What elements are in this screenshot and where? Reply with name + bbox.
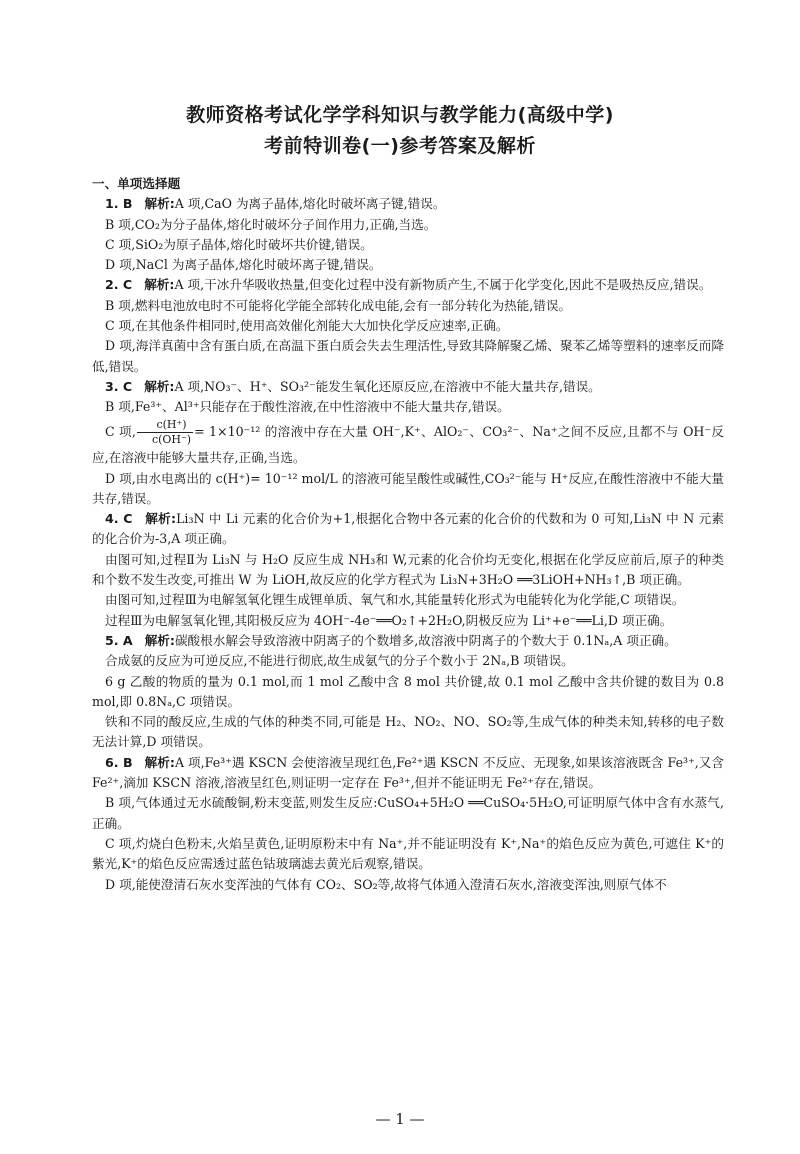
page-number: — 1 —	[375, 1110, 425, 1128]
q1-a	[92, 194, 724, 214]
q1-d: D 项,NaCl 为离子晶体,熔化时破坏离子键,错误。	[105, 257, 382, 273]
q3-c	[92, 418, 724, 469]
q4-d: 过程Ⅲ为电解氢氧化锂,其阳极反应为 4OH⁻-4e⁻══O₂↑+2H₂O,阴极反应为 Li⁺+e⁻══Li,D 项正确。	[105, 612, 673, 628]
q4-a	[92, 509, 724, 550]
q5-a	[92, 631, 724, 651]
q2-number: 2. C	[105, 277, 133, 293]
q5-label: 解析:	[144, 632, 175, 648]
q2-d: D 项,海洋真菌中含有蛋白质,在高温下蛋白质会失去生理活性,导致其降解聚乙烯、聚苯乙烯等塑料的速率反而降低,错误。	[92, 338, 724, 374]
q3-number: 3. C	[105, 378, 133, 394]
q6-a-text: A 项,Fe³⁺遇 KSCN 会使溶液呈现红色,Fe²⁺遇 KSCN 不反应、无现象,如果该溶液既含 Fe³⁺,又含 Fe²⁺,滴加 KSCN 溶液,溶液呈红色,则证明一定存在 Fe³⁺,但并不能证明无 Fe²⁺存在,错误。	[92, 754, 724, 791]
q2-c: C 项,在其他条件相同时,使用高效催化剂能大大加快化学反应速率,正确。	[105, 318, 509, 334]
q3-d: D 项,由水电离出的 c(H⁺)= 10⁻¹² mol/L 的溶液可能呈酸性或碱性,CO₃²⁻能与 H⁺反应,在酸性溶液中不能大量共存,错误。	[92, 470, 724, 506]
q5-number: 5. A	[105, 632, 133, 648]
q3-a-text: A 项,NO₃⁻、H⁺、SO₃²⁻能发生氧化还原反应,在溶液中不能大量共存,错误。	[174, 378, 601, 394]
q4-label: 解析:	[145, 511, 177, 527]
q5-b: 合成氨的反应为可逆反应,不能进行彻底,故生成氨气的分子个数小于 2Nₐ,B 项错误。	[105, 653, 574, 669]
q6-c: C 项,灼烧白色粉末,火焰呈黄色,证明原粉末中有 Na⁺,并不能证明没有 K⁺,Na⁺的焰色反应为黄色,可遮住 K⁺的紫光,K⁺的焰色反应需透过蓝色钴玻璃滤去黄光后观察,错误。	[92, 835, 724, 872]
title-line-1: 教师资格考试化学学科知识与教学能力(高级中学)	[186, 104, 614, 126]
q1-a-text: A 项,CaO 为离子晶体,熔化时破坏离子键,错误。	[174, 196, 446, 212]
q4-a-text: Li₃N 中 Li 元素的化合价为+1,根据化合物中各元素的化合价的代数和为 0 可知,Li₃N 中 N 元素的化合价为-3,A 项正确。	[92, 511, 724, 547]
q1-b: B 项,CO₂为分子晶体,熔化时破坏分子间作用力,正确,当选。	[105, 216, 437, 232]
q3-a	[92, 377, 724, 397]
q3-fraction-numerator: c(H⁺)	[137, 418, 193, 433]
q2-label: 解析:	[144, 277, 175, 293]
q6-a	[92, 753, 724, 794]
q1-number: 1. B	[105, 196, 133, 212]
q5-a-text: 碳酸根水解会导致溶液中阴离子的个数增多,故溶液中阴离子的个数大于 0.1Nₐ,A 项正确。	[174, 632, 677, 648]
q1-label: 解析:	[144, 196, 175, 212]
q3-label: 解析:	[144, 378, 175, 394]
title-line-2: 考前特训卷(一)参考答案及解析	[264, 135, 536, 157]
q2-a	[92, 275, 724, 295]
q6-d: D 项,能使澄清石灰水变浑浊的气体有 CO₂、SO₂等,故将气体通入澄清石灰水,溶液变浑浊,则原气体不	[105, 876, 667, 892]
q6-b: B 项,气体通过无水硫酸铜,粉末变蓝,则发生反应:CuSO₄+5H₂O ══CuSO₄·5H₂O,可证明原气体中含有水蒸气,正确。	[92, 795, 724, 831]
q3-fraction-denominator: c(OH⁻)	[151, 432, 192, 446]
q3-c-pre: C 项,	[105, 423, 136, 439]
q4-b: 由图可知,过程Ⅱ为 Li₃N 与 H₂O 反应生成 NH₃和 W,元素的化合价均无变化,根据在化学反应前后,原子的种类和个数不发生改变,可推出 W 为 LiOH,故反应的化学方程式为 Li₃N+3H₂O ══3LiOH+NH₃↑,B 项正确。	[92, 551, 724, 588]
q3-b: B 项,Fe³⁺、Al³⁺只能存在于酸性溶液,在中性溶液中不能大量共存,错误。	[105, 399, 510, 415]
q2-a-text: A 项,干冰升华吸收热量,但变化过程中没有新物质产生,不属于化学变化,因此不是吸热反应,错误。	[174, 277, 712, 293]
q3-c-post: = 1×10⁻¹² 的溶液中存在大量 OH⁻,K⁺、AlO₂⁻、CO₃²⁻、Na⁺之间不反应,且都不与 OH⁻反应,在溶液中能够大量共存,正确,当选。	[92, 423, 724, 465]
q6-label: 解析:	[144, 754, 175, 770]
q1-c: C 项,SiO₂为原子晶体,熔化时破坏共价键,错误。	[105, 236, 373, 252]
q3-fraction	[137, 418, 193, 447]
q5-c: 6 g 乙酸的物质的量为 0.1 mol,而 1 mol 乙酸中含 8 mol 共价键,故 0.1 mol 乙酸中含共价键的数目为 0.8 mol,即 0.8Nₐ,C 项错误。	[92, 673, 724, 709]
section-heading: 一、单项选择题	[92, 176, 181, 191]
answer-body	[92, 174, 724, 895]
q2-b: B 项,燃料电池放电时不可能将化学能全部转化成电能,会有一部分转化为热能,错误。	[105, 297, 572, 313]
q4-c: 由图可知,过程Ⅲ为电解氢氧化锂生成锂单质、氧气和水,其能量转化形式为电能转化为化学能,C 项错误。	[105, 592, 685, 608]
q5-d: 铁和不同的酸反应,生成的气体的种类不同,可能是 H₂、NO₂、NO、SO₂等,生成气体的种类未知,转移的电子数无法计算,D 项错误。	[92, 714, 724, 750]
q4-number: 4. C	[105, 511, 133, 527]
q6-number: 6. B	[105, 754, 133, 770]
